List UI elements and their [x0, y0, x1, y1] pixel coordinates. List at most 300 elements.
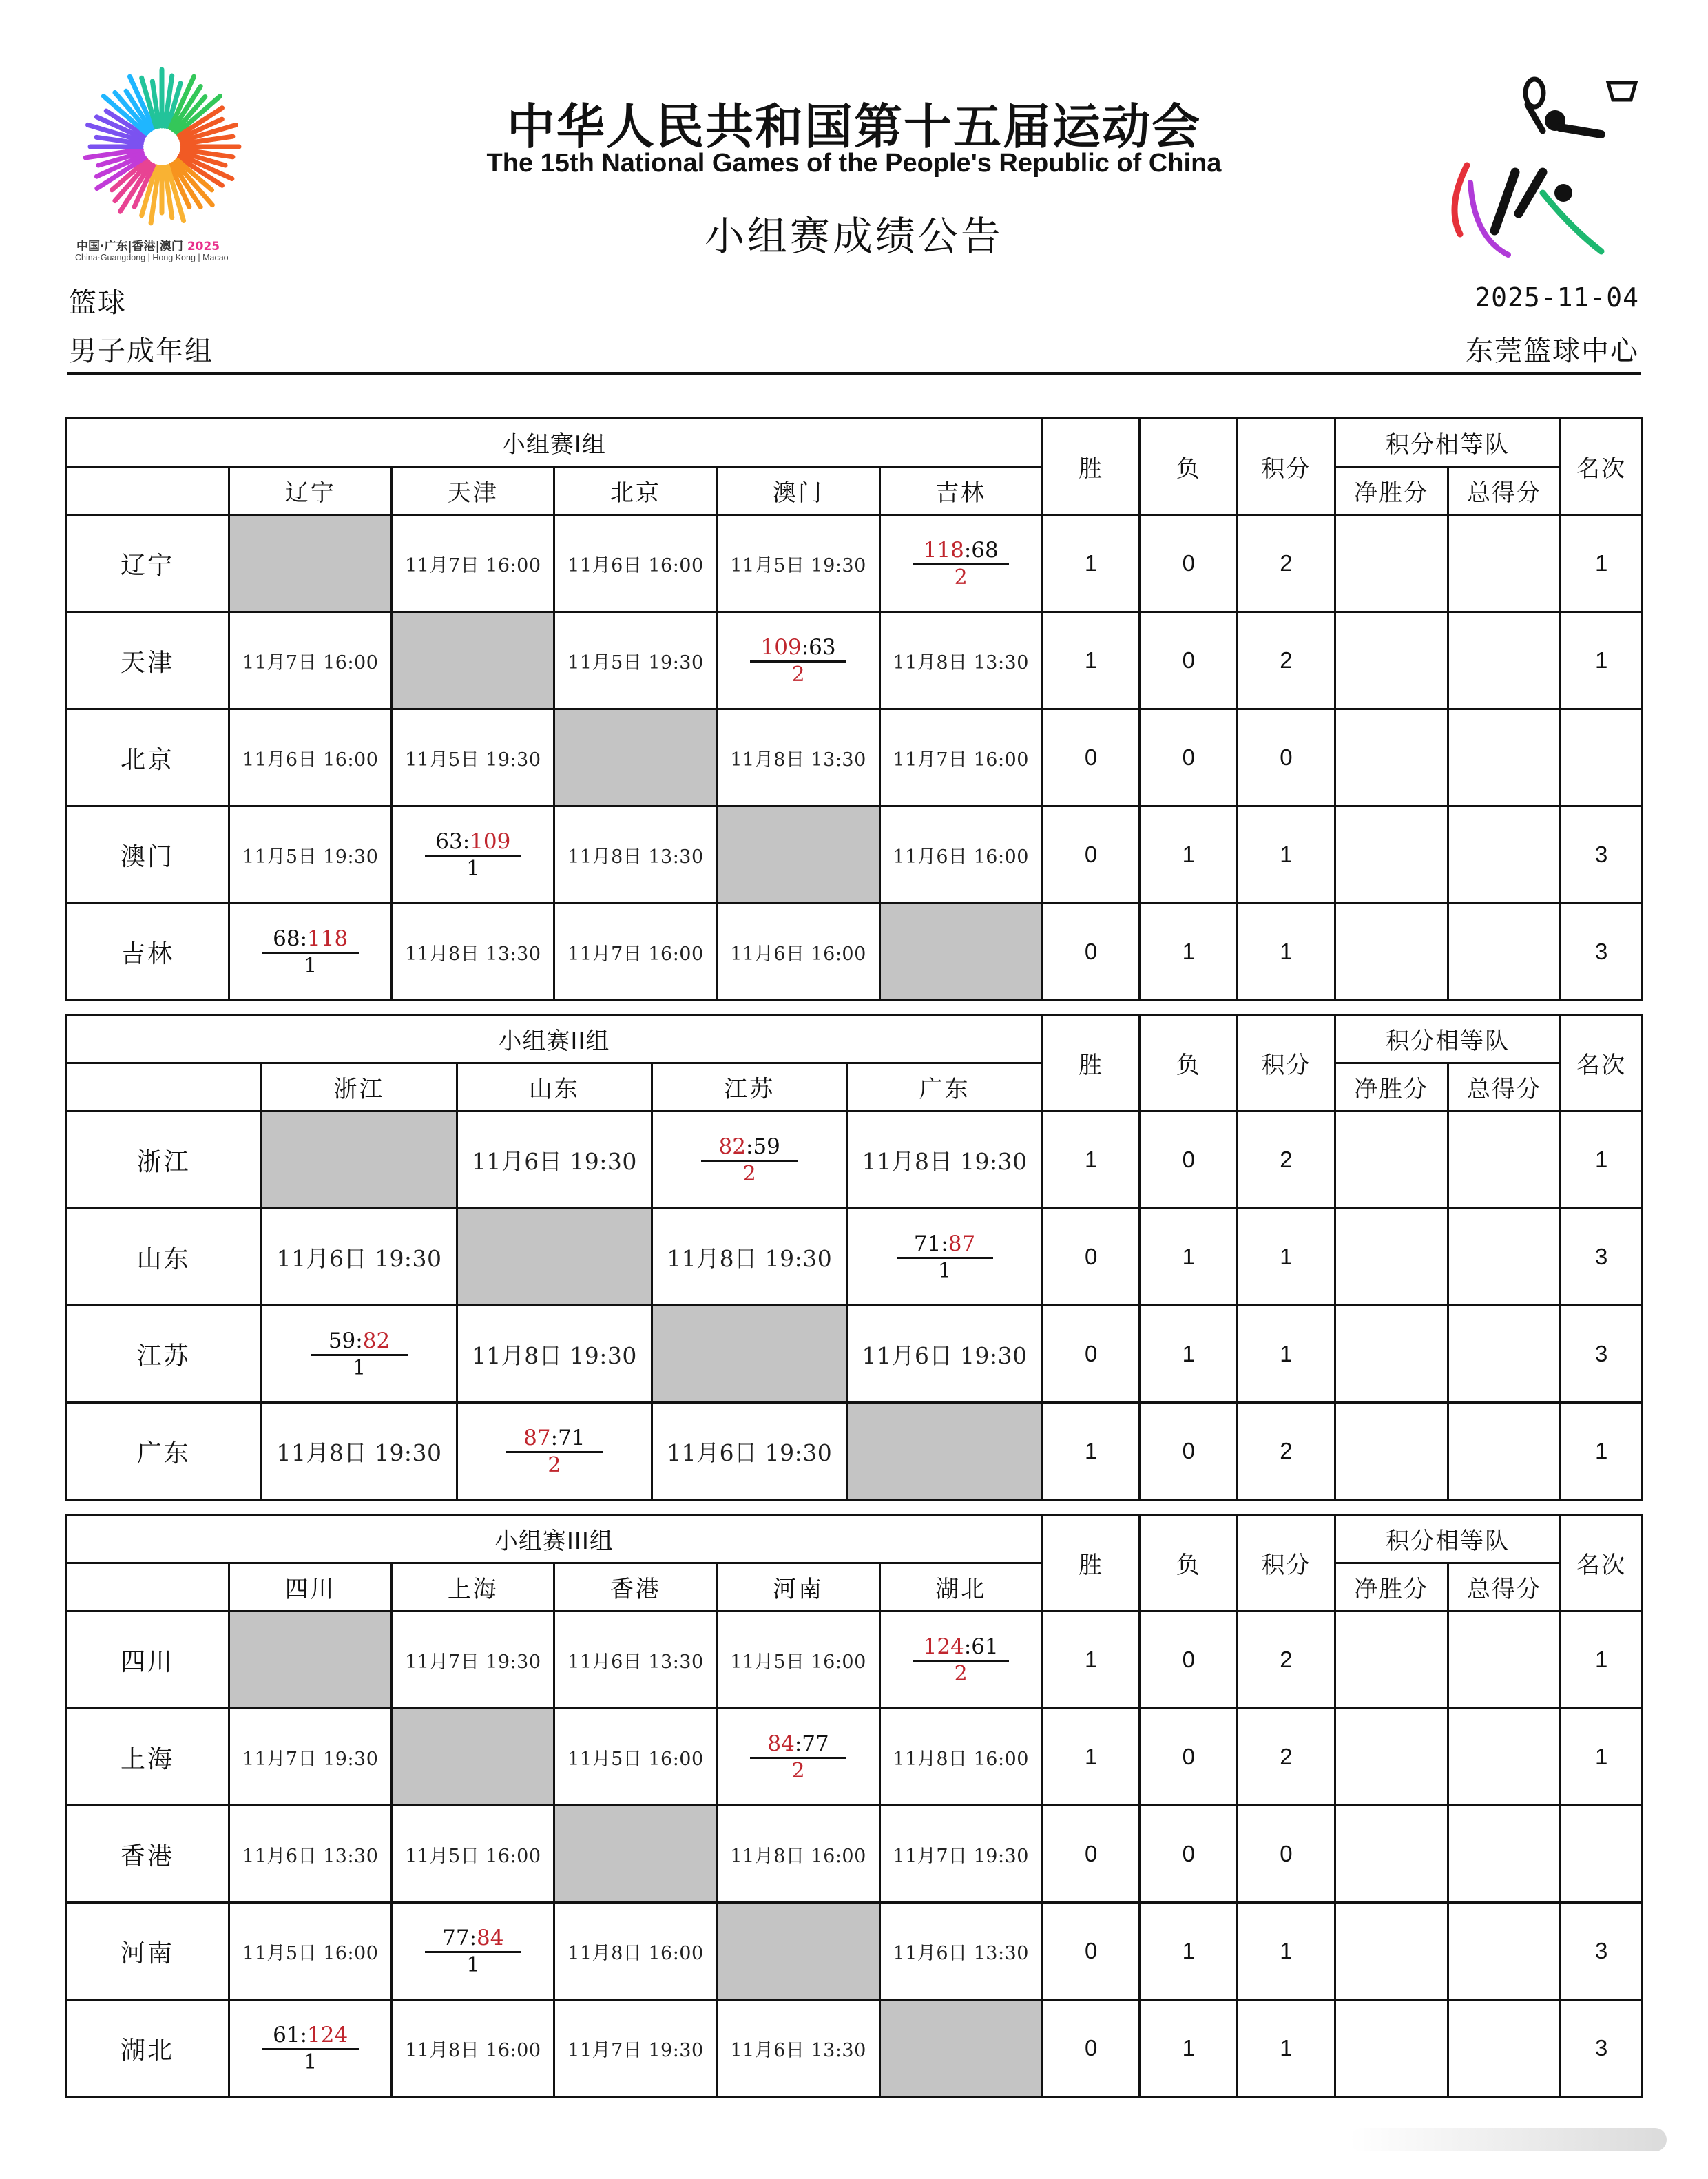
points-value: 1 — [1238, 904, 1335, 1001]
team-col-header: 澳门 — [717, 467, 879, 515]
col-header-total: 总得分 — [1448, 467, 1561, 515]
win-count: 0 — [1042, 1903, 1140, 2000]
score-line — [506, 1425, 603, 1453]
loss-count: 0 — [1140, 709, 1238, 806]
score-line — [701, 1134, 798, 1162]
home-score: 68 — [273, 926, 300, 951]
match-schedule-cell: 11月8日 13:30 — [879, 612, 1042, 709]
team-col-header: 辽宁 — [229, 467, 392, 515]
net-points-value — [1335, 612, 1448, 709]
match-schedule-cell: 11月6日 13:30 — [717, 2000, 879, 2097]
away-score: 124 — [307, 2022, 348, 2047]
win-count: 0 — [1042, 1306, 1140, 1403]
score-line — [311, 1328, 408, 1356]
match-schedule-cell: 11月5日 16:00 — [717, 1612, 879, 1709]
team-row — [66, 612, 1643, 709]
net-points-value — [1335, 2000, 1448, 2097]
col-header-tiebreak: 积分相等队 — [1335, 1015, 1561, 1063]
match-result-cell — [879, 515, 1042, 612]
away-score: 84 — [477, 1925, 504, 1950]
match-schedule-cell: 11月8日 16:00 — [392, 2000, 554, 2097]
corner-cell — [66, 1563, 229, 1612]
self-match-cell — [392, 612, 554, 709]
team-row — [66, 709, 1643, 806]
score-fraction — [897, 1231, 993, 1284]
self-match-cell — [457, 1209, 652, 1306]
total-points-value — [1448, 1806, 1561, 1903]
group-table — [65, 1514, 1643, 2098]
team-row — [66, 1903, 1643, 2000]
team-row — [66, 515, 1643, 612]
rank-value: 3 — [1561, 806, 1643, 904]
home-score: 63 — [435, 828, 463, 854]
group-table — [65, 1014, 1643, 1501]
col-header-total: 总得分 — [1448, 1063, 1561, 1112]
rank-value: 3 — [1561, 1209, 1643, 1306]
loss-count: 1 — [1140, 2000, 1238, 2097]
col-header-rank: 名次 — [1561, 1515, 1643, 1612]
total-points-value — [1448, 904, 1561, 1001]
home-score: 71 — [913, 1231, 941, 1256]
win-count: 1 — [1042, 1709, 1140, 1806]
away-score: 61 — [971, 1634, 999, 1659]
col-header-points: 积分 — [1238, 1015, 1335, 1112]
score-fraction — [913, 537, 1009, 590]
team-row-header: 辽宁 — [66, 515, 229, 612]
self-match-cell — [554, 1806, 717, 1903]
match-schedule-cell: 11月8日 16:00 — [554, 1903, 717, 2000]
total-points-value — [1448, 1709, 1561, 1806]
match-schedule-cell: 11月7日 19:30 — [554, 2000, 717, 2097]
match-schedule-cell: 11月6日 16:00 — [554, 515, 717, 612]
self-match-cell — [652, 1306, 847, 1403]
watermark — [1350, 2128, 1667, 2151]
col-header-win: 胜 — [1042, 419, 1140, 515]
away-score: 77 — [802, 1731, 829, 1756]
rank-value: 3 — [1561, 1306, 1643, 1403]
match-schedule-cell: 11月6日 16:00 — [229, 709, 392, 806]
col-header-points: 积分 — [1238, 419, 1335, 515]
match-schedule-cell: 11月6日 16:00 — [879, 806, 1042, 904]
loss-count: 1 — [1140, 806, 1238, 904]
match-points: 1 — [938, 1258, 952, 1283]
sport-label: 篮球 — [69, 287, 127, 319]
win-count: 1 — [1042, 1612, 1140, 1709]
score-separator: : — [300, 2022, 308, 2047]
win-count: 1 — [1042, 1112, 1140, 1209]
match-result-cell — [229, 2000, 392, 2097]
team-col-header: 广东 — [847, 1063, 1042, 1112]
col-header-loss: 负 — [1140, 1515, 1238, 1612]
match-schedule-cell: 11月8日 13:30 — [554, 806, 717, 904]
away-score: 82 — [362, 1328, 390, 1353]
win-count: 0 — [1042, 1806, 1140, 1903]
team-col-header: 天津 — [392, 467, 554, 515]
match-schedule-cell: 11月8日 19:30 — [262, 1403, 457, 1500]
points-value: 0 — [1238, 709, 1335, 806]
net-points-value — [1335, 806, 1448, 904]
score-line — [425, 828, 521, 857]
loss-count: 0 — [1140, 1612, 1238, 1709]
match-result-cell — [392, 1903, 554, 2000]
win-count: 0 — [1042, 806, 1140, 904]
corner-cell — [66, 467, 229, 515]
rank-value: 1 — [1561, 1612, 1643, 1709]
rank-value — [1561, 709, 1643, 806]
home-score: 124 — [923, 1634, 964, 1659]
points-value: 2 — [1238, 1112, 1335, 1209]
total-points-value — [1448, 806, 1561, 904]
match-schedule-cell: 11月6日 19:30 — [457, 1112, 652, 1209]
home-score: 61 — [273, 2022, 300, 2047]
away-score: 63 — [809, 634, 836, 660]
match-schedule-cell: 11月6日 19:30 — [262, 1209, 457, 1306]
net-points-value — [1335, 1612, 1448, 1709]
team-row — [66, 1112, 1643, 1209]
team-col-header: 湖北 — [879, 1563, 1042, 1612]
home-score: 84 — [767, 1731, 795, 1756]
score-separator: : — [964, 537, 972, 563]
net-points-value — [1335, 709, 1448, 806]
col-header-rank: 名次 — [1561, 419, 1643, 515]
col-header-tiebreak: 积分相等队 — [1335, 419, 1561, 467]
rank-value: 1 — [1561, 1112, 1643, 1209]
match-points: 2 — [954, 565, 968, 590]
loss-count: 0 — [1140, 1403, 1238, 1500]
net-points-value — [1335, 1903, 1448, 2000]
points-value: 1 — [1238, 1306, 1335, 1403]
team-row-header: 天津 — [66, 612, 229, 709]
points-value: 1 — [1238, 1903, 1335, 2000]
net-points-value — [1335, 1209, 1448, 1306]
team-row — [66, 904, 1643, 1001]
away-score: 68 — [971, 537, 999, 563]
match-result-cell — [457, 1403, 652, 1500]
match-schedule-cell: 11月5日 16:00 — [554, 1709, 717, 1806]
match-schedule-cell: 11月8日 19:30 — [652, 1209, 847, 1306]
col-header-win: 胜 — [1042, 1015, 1140, 1112]
match-schedule-cell: 11月7日 19:30 — [392, 1612, 554, 1709]
category-label: 男子成年组 — [69, 335, 214, 367]
score-separator: : — [794, 1731, 802, 1756]
away-score: 59 — [753, 1134, 780, 1159]
col-header-net: 净胜分 — [1335, 1063, 1448, 1112]
match-schedule-cell: 11月8日 16:00 — [717, 1806, 879, 1903]
home-score: 77 — [442, 1925, 470, 1950]
home-score: 82 — [718, 1134, 746, 1159]
self-match-cell — [879, 2000, 1042, 2097]
net-points-value — [1335, 1112, 1448, 1209]
report-date: 2025-11-04 — [1475, 282, 1639, 313]
match-points: 2 — [548, 1452, 561, 1477]
match-result-cell — [847, 1209, 1042, 1306]
match-schedule-cell: 11月6日 19:30 — [847, 1306, 1042, 1403]
header-divider — [67, 372, 1641, 375]
total-points-value — [1448, 1112, 1561, 1209]
col-header-loss: 负 — [1140, 1015, 1238, 1112]
score-separator: : — [469, 1925, 477, 1950]
match-points: 1 — [304, 2050, 317, 2074]
total-points-value — [1448, 1903, 1561, 2000]
team-row — [66, 1209, 1643, 1306]
net-points-value — [1335, 1806, 1448, 1903]
points-value: 2 — [1238, 1612, 1335, 1709]
team-col-header: 香港 — [554, 1563, 717, 1612]
score-fraction — [701, 1134, 798, 1187]
group-table — [65, 417, 1643, 1001]
score-fraction — [425, 828, 521, 882]
score-fraction — [425, 1925, 521, 1978]
home-score: 109 — [760, 634, 802, 660]
team-row — [66, 1806, 1643, 1903]
score-fraction — [913, 1634, 1009, 1687]
score-fraction — [262, 926, 359, 979]
net-points-value — [1335, 904, 1448, 1001]
score-separator: : — [745, 1134, 753, 1159]
points-value: 2 — [1238, 515, 1335, 612]
self-match-cell — [717, 806, 879, 904]
total-points-value — [1448, 612, 1561, 709]
team-col-header: 四川 — [229, 1563, 392, 1612]
match-points: 1 — [466, 1952, 480, 1977]
home-score: 118 — [923, 537, 964, 563]
total-points-value — [1448, 515, 1561, 612]
net-points-value — [1335, 1709, 1448, 1806]
team-col-header: 山东 — [457, 1063, 652, 1112]
score-line — [913, 537, 1009, 565]
col-header-total: 总得分 — [1448, 1563, 1561, 1612]
col-header-tiebreak: 积分相等队 — [1335, 1515, 1561, 1563]
win-count: 0 — [1042, 2000, 1140, 2097]
rank-value: 1 — [1561, 1403, 1643, 1500]
games-title-cn: 中华人民共和国第十五届运动会 — [507, 98, 1201, 155]
team-row-header: 四川 — [66, 1612, 229, 1709]
team-row-header: 北京 — [66, 709, 229, 806]
match-schedule-cell: 11月5日 19:30 — [717, 515, 879, 612]
rank-value: 1 — [1561, 515, 1643, 612]
score-separator: : — [964, 1634, 972, 1659]
loss-count: 1 — [1140, 904, 1238, 1001]
match-schedule-cell: 11月6日 13:30 — [229, 1806, 392, 1903]
points-value: 2 — [1238, 612, 1335, 709]
match-result-cell — [262, 1306, 457, 1403]
team-row — [66, 1306, 1643, 1403]
win-count: 0 — [1042, 1209, 1140, 1306]
team-row — [66, 806, 1643, 904]
match-schedule-cell: 11月8日 13:30 — [392, 904, 554, 1001]
points-value: 1 — [1238, 806, 1335, 904]
match-schedule-cell: 11月8日 19:30 — [847, 1112, 1042, 1209]
team-col-header: 北京 — [554, 467, 717, 515]
group-title: 小组赛II组 — [66, 1015, 1043, 1063]
match-schedule-cell: 11月7日 16:00 — [229, 612, 392, 709]
rank-value: 1 — [1561, 612, 1643, 709]
match-schedule-cell: 11月6日 13:30 — [879, 1903, 1042, 2000]
match-schedule-cell: 11月8日 19:30 — [457, 1306, 652, 1403]
match-schedule-cell: 11月5日 16:00 — [229, 1903, 392, 2000]
col-header-net: 净胜分 — [1335, 467, 1448, 515]
rank-value: 1 — [1561, 1709, 1643, 1806]
rank-value: 3 — [1561, 2000, 1643, 2097]
corner-cell — [66, 1063, 262, 1112]
win-count: 1 — [1042, 515, 1140, 612]
score-line — [262, 2022, 359, 2050]
win-count: 0 — [1042, 904, 1140, 1001]
away-score: 118 — [307, 926, 348, 951]
points-value: 0 — [1238, 1806, 1335, 1903]
col-header-win: 胜 — [1042, 1515, 1140, 1612]
match-points: 1 — [466, 856, 480, 881]
team-row — [66, 1612, 1643, 1709]
score-line — [913, 1634, 1009, 1662]
total-points-value — [1448, 1403, 1561, 1500]
win-count: 0 — [1042, 709, 1140, 806]
team-row-header: 河南 — [66, 1903, 229, 2000]
match-schedule-cell: 11月8日 13:30 — [717, 709, 879, 806]
team-col-header: 江苏 — [652, 1063, 847, 1112]
match-result-cell — [652, 1112, 847, 1209]
total-points-value — [1448, 2000, 1561, 2097]
score-line — [750, 1731, 846, 1759]
total-points-value — [1448, 1209, 1561, 1306]
logo-year-text: 2025 — [187, 240, 220, 253]
loss-count: 0 — [1140, 1112, 1238, 1209]
match-result-cell — [229, 904, 392, 1001]
self-match-cell — [717, 1903, 879, 2000]
away-score: 71 — [558, 1425, 585, 1450]
team-row-header: 吉林 — [66, 904, 229, 1001]
match-result-cell — [879, 1612, 1042, 1709]
score-fraction — [506, 1425, 603, 1478]
points-value: 1 — [1238, 2000, 1335, 2097]
match-schedule-cell: 11月7日 16:00 — [879, 709, 1042, 806]
team-row — [66, 2000, 1643, 2097]
games-title-en: The 15th National Games of the People's Republic of China — [486, 149, 1222, 178]
win-count: 1 — [1042, 612, 1140, 709]
win-count: 1 — [1042, 1403, 1140, 1500]
self-match-cell — [847, 1403, 1042, 1500]
score-fraction — [750, 1731, 846, 1784]
score-separator: : — [801, 634, 809, 660]
loss-count: 1 — [1140, 1903, 1238, 2000]
page-title: 小组赛成绩公告 — [704, 213, 1003, 260]
team-row-header: 湖北 — [66, 2000, 229, 2097]
match-schedule-cell: 11月6日 13:30 — [554, 1612, 717, 1709]
score-line — [750, 634, 846, 663]
net-points-value — [1335, 1306, 1448, 1403]
score-separator: : — [941, 1231, 948, 1256]
col-header-rank: 名次 — [1561, 1015, 1643, 1112]
score-line — [897, 1231, 993, 1259]
rank-value: 3 — [1561, 904, 1643, 1001]
match-points: 1 — [352, 1355, 366, 1380]
group-title: 小组赛I组 — [66, 419, 1043, 467]
points-value: 2 — [1238, 1709, 1335, 1806]
self-match-cell — [229, 515, 392, 612]
match-schedule-cell: 11月7日 16:00 — [554, 904, 717, 1001]
match-points: 1 — [304, 953, 317, 978]
total-points-value — [1448, 1306, 1561, 1403]
team-row-header: 澳门 — [66, 806, 229, 904]
team-col-header: 浙江 — [262, 1063, 457, 1112]
team-row-header: 上海 — [66, 1709, 229, 1806]
team-row-header: 香港 — [66, 1806, 229, 1903]
self-match-cell — [229, 1612, 392, 1709]
net-points-value — [1335, 1403, 1448, 1500]
score-line — [262, 926, 359, 954]
team-col-header: 吉林 — [879, 467, 1042, 515]
loss-count: 0 — [1140, 515, 1238, 612]
self-match-cell — [554, 709, 717, 806]
net-points-value — [1335, 515, 1448, 612]
logo-region-text: 中国·广东|香港|澳门 — [76, 240, 183, 253]
rank-value — [1561, 1806, 1643, 1903]
match-points: 2 — [791, 1758, 805, 1783]
team-row-header: 浙江 — [66, 1112, 262, 1209]
match-points: 2 — [791, 662, 805, 687]
team-row-header: 广东 — [66, 1403, 262, 1500]
total-points-value — [1448, 1612, 1561, 1709]
venue-label: 东莞篮球中心 — [1466, 335, 1639, 367]
match-result-cell — [717, 612, 879, 709]
score-separator: : — [300, 926, 308, 951]
self-match-cell — [879, 904, 1042, 1001]
match-points: 2 — [742, 1161, 756, 1186]
away-score: 87 — [948, 1231, 976, 1256]
match-result-cell — [717, 1709, 879, 1806]
match-schedule-cell: 11月5日 19:30 — [229, 806, 392, 904]
score-fraction — [262, 2022, 359, 2075]
team-col-header: 河南 — [717, 1563, 879, 1612]
points-value: 1 — [1238, 1209, 1335, 1306]
match-schedule-cell: 11月6日 16:00 — [717, 904, 879, 1001]
away-score: 109 — [470, 828, 511, 854]
score-separator: : — [550, 1425, 559, 1450]
match-schedule-cell: 11月8日 16:00 — [879, 1709, 1042, 1806]
loss-count: 0 — [1140, 612, 1238, 709]
score-fraction — [750, 634, 846, 687]
col-header-loss: 负 — [1140, 419, 1238, 515]
team-row — [66, 1403, 1643, 1500]
col-header-net: 净胜分 — [1335, 1563, 1448, 1612]
self-match-cell — [392, 1709, 554, 1806]
total-points-value — [1448, 709, 1561, 806]
loss-count: 0 — [1140, 1709, 1238, 1806]
team-row-header: 江苏 — [66, 1306, 262, 1403]
loss-count: 1 — [1140, 1209, 1238, 1306]
self-match-cell — [262, 1112, 457, 1209]
team-row — [66, 1709, 1643, 1806]
team-row-header: 山东 — [66, 1209, 262, 1306]
match-result-cell — [392, 806, 554, 904]
loss-count: 1 — [1140, 1306, 1238, 1403]
match-schedule-cell: 11月7日 19:30 — [879, 1806, 1042, 1903]
match-schedule-cell: 11月5日 19:30 — [392, 709, 554, 806]
loss-count: 0 — [1140, 1806, 1238, 1903]
group-title: 小组赛III组 — [66, 1515, 1043, 1563]
match-schedule-cell: 11月6日 19:30 — [652, 1403, 847, 1500]
team-col-header: 上海 — [392, 1563, 554, 1612]
match-schedule-cell: 11月7日 16:00 — [392, 515, 554, 612]
score-separator: : — [462, 828, 470, 854]
match-schedule-cell: 11月5日 16:00 — [392, 1806, 554, 1903]
match-points: 2 — [954, 1661, 968, 1686]
match-schedule-cell: 11月5日 19:30 — [554, 612, 717, 709]
basketball-pictogram — [1439, 62, 1646, 269]
col-header-points: 积分 — [1238, 1515, 1335, 1612]
home-score: 87 — [523, 1425, 551, 1450]
score-fraction — [311, 1328, 408, 1381]
